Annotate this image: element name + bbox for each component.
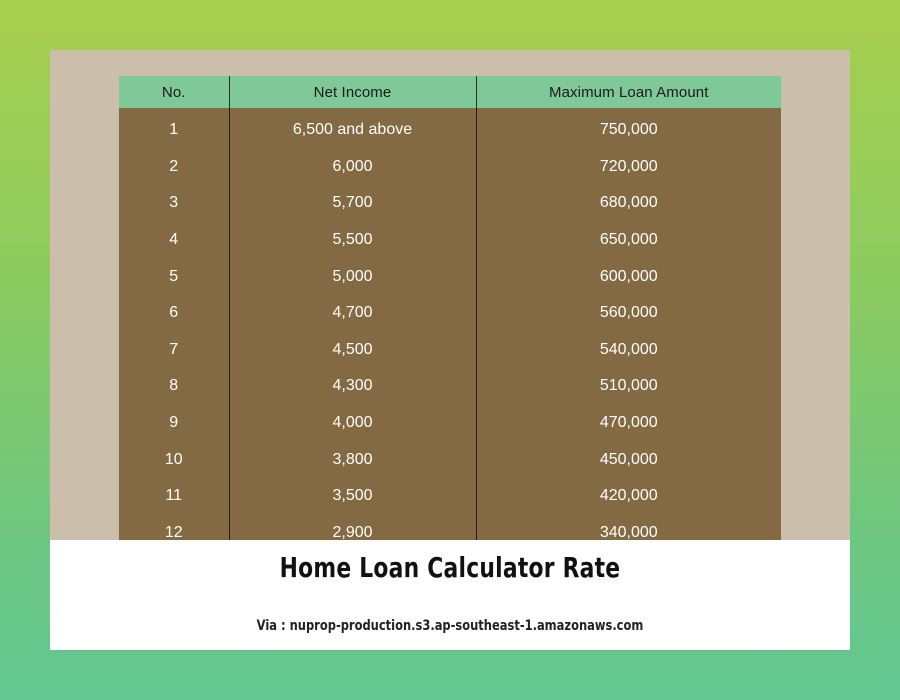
cell-max-loan: 470,000 bbox=[476, 405, 781, 442]
header-net-income: Net Income bbox=[229, 76, 476, 108]
cell-no: 6 bbox=[119, 295, 229, 332]
caption-title: Home Loan Calculator Rate bbox=[279, 551, 621, 584]
table-image bbox=[50, 50, 850, 540]
cell-max-loan: 340,000 bbox=[476, 515, 781, 540]
cell-net-income: 3,800 bbox=[229, 441, 476, 478]
cell-no: 12 bbox=[119, 515, 229, 540]
table-row bbox=[119, 478, 781, 515]
table-row bbox=[119, 222, 781, 259]
cell-net-income: 6,500 and above bbox=[229, 108, 476, 149]
cell-max-loan: 450,000 bbox=[476, 441, 781, 478]
table-row bbox=[119, 515, 781, 540]
cell-no: 5 bbox=[119, 258, 229, 295]
table-row bbox=[119, 108, 781, 149]
cell-max-loan: 750,000 bbox=[476, 108, 781, 149]
cell-max-loan: 420,000 bbox=[476, 478, 781, 515]
cell-no: 3 bbox=[119, 185, 229, 222]
cell-max-loan: 720,000 bbox=[476, 149, 781, 186]
cell-max-loan: 540,000 bbox=[476, 332, 781, 369]
cell-net-income: 5,000 bbox=[229, 258, 476, 295]
cell-net-income: 6,000 bbox=[229, 149, 476, 186]
cell-net-income: 4,500 bbox=[229, 332, 476, 369]
cell-max-loan: 650,000 bbox=[476, 222, 781, 259]
cell-net-income: 4,300 bbox=[229, 368, 476, 405]
cell-net-income: 4,000 bbox=[229, 405, 476, 442]
cell-no: 4 bbox=[119, 222, 229, 259]
cell-no: 9 bbox=[119, 405, 229, 442]
table-row bbox=[119, 441, 781, 478]
cell-no: 1 bbox=[119, 108, 229, 149]
loan-table bbox=[119, 76, 781, 540]
cell-no: 2 bbox=[119, 149, 229, 186]
cell-no: 11 bbox=[119, 478, 229, 515]
caption-source-link[interactable]: Via : nuprop-production.s3.ap-southeast-1.amazonaws.com bbox=[256, 618, 644, 634]
table-row bbox=[119, 149, 781, 186]
table-row bbox=[119, 185, 781, 222]
cell-max-loan: 680,000 bbox=[476, 185, 781, 222]
image-card bbox=[50, 50, 850, 650]
table-row bbox=[119, 258, 781, 295]
cell-max-loan: 560,000 bbox=[476, 295, 781, 332]
cell-no: 8 bbox=[119, 368, 229, 405]
header-max-loan: Maximum Loan Amount bbox=[476, 76, 781, 108]
cell-max-loan: 600,000 bbox=[476, 258, 781, 295]
header-no: No. bbox=[119, 76, 229, 108]
table-row bbox=[119, 368, 781, 405]
cell-no: 10 bbox=[119, 441, 229, 478]
cell-net-income: 5,700 bbox=[229, 185, 476, 222]
table-row bbox=[119, 332, 781, 369]
table-header-row bbox=[119, 76, 781, 108]
caption-panel bbox=[50, 540, 850, 650]
cell-net-income: 3,500 bbox=[229, 478, 476, 515]
cell-max-loan: 510,000 bbox=[476, 368, 781, 405]
table-row bbox=[119, 295, 781, 332]
cell-no: 7 bbox=[119, 332, 229, 369]
cell-net-income: 4,700 bbox=[229, 295, 476, 332]
cell-net-income: 2,900 bbox=[229, 515, 476, 540]
cell-net-income: 5,500 bbox=[229, 222, 476, 259]
table-row bbox=[119, 405, 781, 442]
